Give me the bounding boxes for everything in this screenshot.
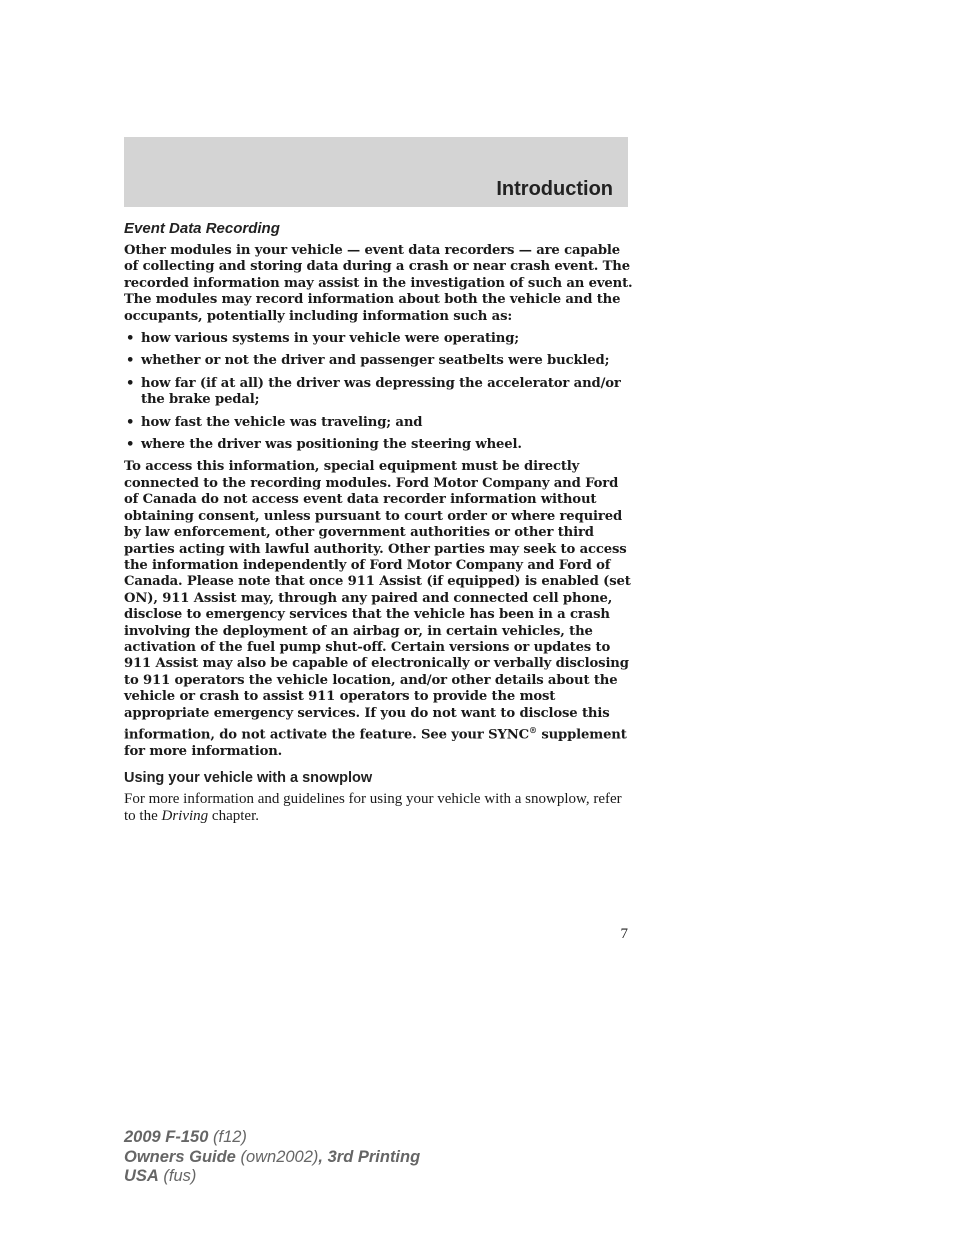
- list-item: • how fast the vehicle was traveling; and: [126, 414, 423, 430]
- list-item: • whether or not the driver and passenger seatbelts were buckled;: [126, 353, 610, 369]
- snowplow-paragraph: For more information and guidelines for using your vehicle with a snowplow, refer to the Driving chapter.: [124, 791, 622, 824]
- bullet-icon: •: [126, 331, 135, 347]
- driving-chapter-reference: Driving: [161, 807, 209, 824]
- edr-access-paragraph: To access this information, special equipment must be directly connected to the recording modules. Ford Motor Company and Ford of Canada do not access event data recorder information without obtaining consent, unless pursuant to court order or where required by law enforcement, other government authorities or other third parties acting with lawful authority. Other parties may seek to access the information independently of Ford Motor Company and Ford of Canada. Please note that once 911 Assist (if equipped) is enabled (set ON), 911 Assist may, through any paired and connected cell phone, disclose to emergency services that the vehicle has been in a crash involving the deployment of an airbag or, in certain vehicles, the activation of the fuel pump shut-off. Certain versions or updates to 911 Assist may also be capable of electronically or verbally disclosing to 911 operators the vehicle location, and/or other details about the vehicle or crash to assist 911 operators to provide the most appropriate emergency services. If you do not want to disclose this information, do not activate the feature. See your SYNC® supplement for more information.: [124, 459, 631, 759]
- list-item: • where the driver was positioning the steering wheel.: [126, 437, 522, 453]
- bullet-icon: •: [126, 375, 135, 391]
- bullet-icon: •: [126, 437, 135, 453]
- page-content: [124, 220, 634, 824]
- footer-line-model: 2009 F-150 (f12): [124, 1128, 247, 1146]
- event-data-recording-heading: Event Data Recording: [124, 220, 280, 237]
- footer-line-guide: Owners Guide (own2002), 3rd Printing: [124, 1147, 421, 1166]
- registered-mark: ®: [529, 724, 537, 735]
- page-number: 7: [620, 926, 628, 942]
- section-title: Introduction: [496, 178, 613, 200]
- edr-intro-paragraph: Other modules in your vehicle — event data recorders — are capable of collecting and storing data during a crash or near crash event. The recorded information may assist in the investigation of such an event. The modules may record information about both the vehicle and the occupants, potentially including information such as:: [124, 243, 633, 324]
- list-item: • how far (if at all) the driver was depressing the accelerator and/or the brake pedal;: [126, 375, 621, 408]
- bullet-icon: •: [126, 414, 135, 430]
- list-item: • how various systems in your vehicle were operating;: [126, 331, 520, 347]
- section-header-band: [124, 137, 628, 207]
- footer-line-market: USA (fus): [124, 1167, 197, 1185]
- edr-bullet-list: [124, 331, 634, 453]
- bullet-icon: •: [126, 353, 135, 369]
- document-footer: [124, 1128, 420, 1187]
- snowplow-heading: Using your vehicle with a snowplow: [124, 770, 373, 787]
